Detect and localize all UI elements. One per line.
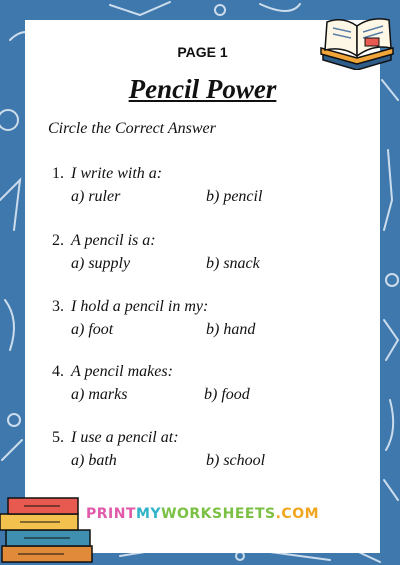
book-stack-icon xyxy=(0,488,100,565)
brand-part: WORKSHEETS xyxy=(161,506,276,522)
brand-part: MY xyxy=(135,506,162,522)
question-text: A pencil is a: xyxy=(71,232,156,249)
question-number: 5. xyxy=(52,429,64,446)
page-title: Pencil Power xyxy=(128,74,277,104)
question-4 xyxy=(25,363,380,423)
brand-part: PRINT xyxy=(85,506,136,522)
question-text: I write with a: xyxy=(71,165,163,182)
question-number: 4. xyxy=(52,363,64,380)
question-number: 1. xyxy=(52,165,64,182)
option-b[interactable]: b) school xyxy=(206,452,266,469)
question-text: A pencil makes: xyxy=(71,363,173,380)
option-a[interactable]: a) supply xyxy=(71,255,131,272)
option-a[interactable]: a) foot xyxy=(71,321,114,338)
option-a[interactable]: a) marks xyxy=(71,386,128,403)
page-label: PAGE 1 xyxy=(177,44,228,60)
question-text: I hold a pencil in my: xyxy=(71,298,209,315)
option-b[interactable]: b) food xyxy=(204,386,250,403)
question-5 xyxy=(25,429,380,489)
worksheet-page xyxy=(25,20,380,553)
brand-part: .COM xyxy=(275,506,320,522)
question-3 xyxy=(25,298,380,358)
instructions: Circle the Correct Answer xyxy=(48,120,216,137)
option-b[interactable]: b) snack xyxy=(206,255,260,272)
option-b[interactable]: b) hand xyxy=(206,321,256,338)
option-a[interactable]: a) ruler xyxy=(71,188,121,205)
open-book-icon xyxy=(317,14,397,70)
option-b[interactable]: b) pencil xyxy=(206,188,263,205)
question-text: I use a pencil at: xyxy=(71,429,179,446)
question-2 xyxy=(25,232,380,292)
question-1 xyxy=(25,165,380,225)
question-number: 2. xyxy=(52,232,64,249)
question-number: 3. xyxy=(52,298,64,315)
option-a[interactable]: a) bath xyxy=(71,452,117,469)
